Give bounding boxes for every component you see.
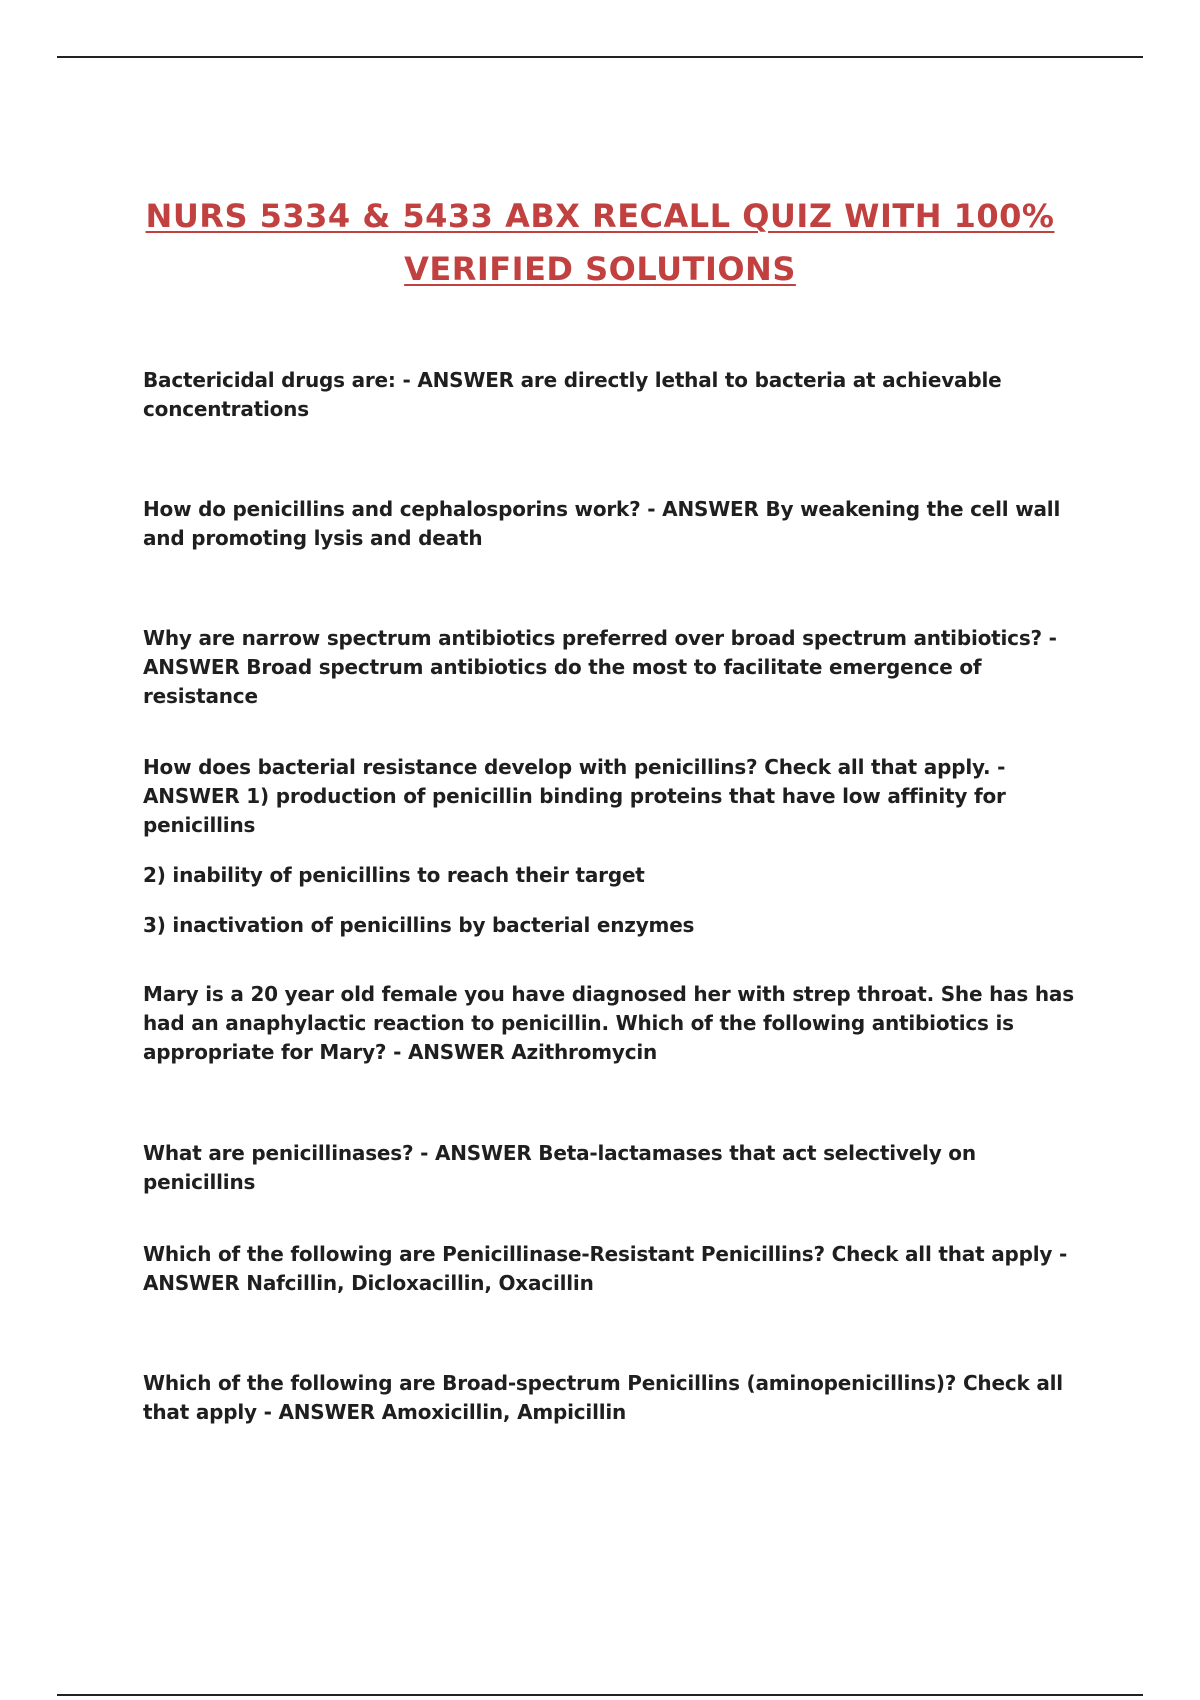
qa-item-4 [143,753,1093,940]
qa-item-6 [143,1139,1093,1197]
qa-item-8 [143,1369,1093,1427]
qa-text: Mary is a 20 year old female you have diagnosed her with strep throat. She has has had an anaphylactic reaction to penicillin. Which of the following antibiotics is appropriate for Mary? - ANSWER Azithromycin [143,982,1074,1064]
qa-item-5 [143,980,1093,1067]
qa-item-1 [143,366,1093,424]
qa-text: Bactericidal drugs are: - ANSWER are directly lethal to bacteria at achievable concentrations [143,368,1002,421]
qa-subitem-3: 3) inactivation of penicillins by bacterial enzymes [143,913,695,937]
header-rule [57,56,1143,58]
qa-item-2 [143,495,1093,553]
qa-subitem-2: 2) inability of penicillins to reach their target [143,863,645,887]
qa-text: Why are narrow spectrum antibiotics preferred over broad spectrum antibiotics? - ANSWER Broad spectrum antibiotics do the most to facilitate emergence of resistance [143,626,1057,708]
footer-rule [57,1694,1143,1696]
qa-item-7 [143,1240,1093,1298]
qa-item-3 [143,624,1093,711]
qa-text: Which of the following are Broad-spectrum Penicillins (aminopenicillins)? Check all that apply - ANSWER Amoxicillin, Ampicillin [143,1371,1063,1424]
title-line-2: VERIFIED SOLUTIONS [404,250,796,288]
qa-text: Which of the following are Penicillinase-Resistant Penicillins? Check all that apply - ANSWER Nafcillin, Dicloxacillin, Oxacillin [143,1242,1068,1295]
document-title [100,190,1100,296]
qa-text: How do penicillins and cephalosporins work? - ANSWER By weakening the cell wall and promoting lysis and death [143,497,1061,550]
qa-text: What are penicillinases? - ANSWER Beta-lactamases that act selectively on penicillins [143,1141,976,1194]
qa-text: How does bacterial resistance develop with penicillins? Check all that apply. - ANSWER 1) production of penicillin binding proteins that have low affinity for penicillins [143,755,1006,837]
title-line-1: NURS 5334 & 5433 ABX RECALL QUIZ WITH 100% [145,197,1055,235]
